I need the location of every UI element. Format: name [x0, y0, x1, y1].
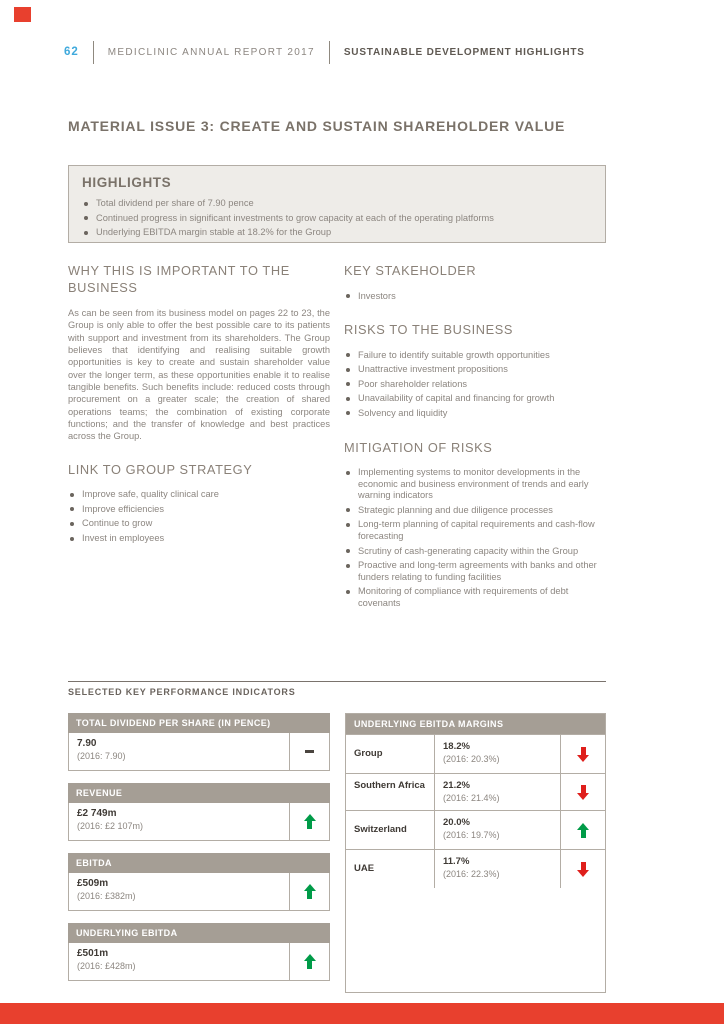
row-value: 11.7%: [443, 856, 470, 867]
kpi-value: £501m: [77, 948, 109, 959]
list-item: Unattractive investment propositions: [344, 364, 606, 376]
list-item: Continue to grow: [68, 518, 330, 530]
trend-icon: [577, 785, 589, 800]
list-item: Scrutiny of cash-generating capacity within the Group: [344, 546, 606, 558]
row-prior-value: (2016: 21.4%): [443, 793, 500, 803]
kpi-value-cell: [69, 803, 289, 840]
kpi-value-cell: [69, 943, 289, 980]
trend-icon: [305, 750, 314, 753]
list-item: Strategic planning and due diligence processes: [344, 505, 606, 517]
page-title: MATERIAL ISSUE 3: CREATE AND SUSTAIN SHAREHOLDER VALUE: [68, 118, 566, 134]
row-trend-cell: [560, 850, 605, 888]
list-item: Improve safe, quality clinical care: [68, 489, 330, 501]
kpi-box-header: TOTAL DIVIDEND PER SHARE (IN PENCE): [68, 713, 330, 733]
row-value-cell: [434, 735, 560, 773]
kpi-box-body: [68, 943, 330, 981]
why-important-body: As can be seen from its business model on pages 22 to 23, the Group is only able to offer the best possible care to its patients with support and investment from its shareholders. The Group believes that identifying and realising suitable growth opportunities is key to create and sustain shareholder value over the longer term, as these opportunities enable it to realise tangible benefits. Such benefits include: reduced costs through procurement on a greater scale; the creation of shared operations teams; the combination of existing corporate functions; and the transfer of knowledge and best practices across the Group.: [68, 308, 330, 442]
key-stakeholder-heading: KEY STAKEHOLDER: [344, 263, 477, 278]
kpi-box-column: [68, 713, 330, 993]
row-value: 21.2%: [443, 780, 470, 791]
list-item: Improve efficiencies: [68, 504, 330, 516]
row-label: UAE: [354, 863, 375, 874]
table-row: [346, 810, 605, 849]
kpi-trend-cell: [289, 733, 329, 770]
kpi-prior-value: (2016: £2 107m): [77, 821, 144, 831]
kpi-box-ebitda: [68, 853, 330, 911]
kpi-value-cell: [69, 733, 289, 770]
page-number: 62: [64, 46, 79, 58]
trend-icon: [304, 954, 316, 969]
list-item: Unavailability of capital and financing for growth: [344, 393, 606, 405]
kpi-value: £2 749m: [77, 808, 117, 819]
right-column: [344, 263, 606, 613]
key-stakeholder-list: [344, 291, 606, 303]
kpi-trend-cell: [289, 803, 329, 840]
trend-icon: [577, 747, 589, 762]
kpi-prior-value: (2016: £428m): [77, 961, 136, 971]
list-item: Proactive and long-term agreements with banks and other funders relating to funding facilities: [344, 560, 606, 583]
link-strategy-heading: LINK TO GROUP STRATEGY: [68, 461, 253, 477]
trend-icon: [577, 862, 589, 877]
row-prior-value: (2016: 19.7%): [443, 830, 500, 840]
list-item: Failure to identify suitable growth opportunities: [344, 350, 606, 362]
kpi-box-body: [68, 873, 330, 911]
trend-icon: [577, 823, 589, 838]
kpi-value: £509m: [77, 878, 109, 889]
trend-icon: [304, 884, 316, 899]
margins-table-header: UNDERLYING EBITDA MARGINS: [346, 714, 605, 734]
kpi-box-body: [68, 733, 330, 771]
table-row: [346, 849, 605, 888]
ebitda-margins-table: [345, 713, 606, 993]
kpi-prior-value: (2016: 7.90): [77, 751, 126, 761]
row-label: Switzerland: [354, 824, 407, 835]
kpi-value-cell: [69, 873, 289, 910]
list-item: Implementing systems to monitor developments in the economic and business environment of trends and early warning indicators: [344, 467, 606, 502]
two-column-body: [68, 263, 606, 613]
highlights-list: [82, 198, 592, 239]
row-value: 20.0%: [443, 817, 470, 828]
link-strategy-list: [68, 489, 330, 544]
row-trend-cell: [560, 774, 605, 810]
list-item: Underlying EBITDA margin stable at 18.2% for the Group: [82, 227, 592, 239]
highlights-heading: HIGHLIGHTS: [82, 175, 172, 190]
row-label: Group: [354, 748, 383, 759]
list-item: Continued progress in significant investments to grow capacity at each of the operating platforms: [82, 213, 592, 225]
trend-icon: [304, 814, 316, 829]
header-divider: [93, 41, 94, 64]
kpi-box-header: UNDERLYING EBITDA: [68, 923, 330, 943]
list-item: Long-term planning of capital requirements and cash-flow forecasting: [344, 519, 606, 542]
row-label: Southern Africa: [354, 780, 425, 791]
kpi-box-body: [68, 803, 330, 841]
header-divider: [329, 41, 330, 64]
kpi-trend-cell: [289, 943, 329, 980]
left-column: [68, 263, 330, 613]
brand-bottom-bar: [0, 1003, 724, 1024]
row-trend-cell: [560, 811, 605, 849]
mitigation-list: [344, 467, 606, 610]
why-important-heading: WHY THIS IS IMPORTANT TO THE BUSINESS: [68, 263, 290, 295]
row-prior-value: (2016: 22.3%): [443, 869, 500, 879]
list-item: Solvency and liquidity: [344, 408, 606, 420]
kpi-trend-cell: [289, 873, 329, 910]
table-row: [346, 773, 605, 810]
row-prior-value: (2016: 20.3%): [443, 754, 500, 764]
risks-list: [344, 350, 606, 420]
row-trend-cell: [560, 735, 605, 773]
kpi-section-rule: [68, 681, 606, 697]
page-header: [64, 40, 585, 64]
kpi-box-revenue: [68, 783, 330, 841]
kpi-grid: [68, 713, 606, 993]
brand-corner-mark: [14, 7, 31, 22]
kpi-value: 7.90: [77, 738, 97, 749]
kpi-box-underlying-ebitda: [68, 923, 330, 981]
kpi-box-header: EBITDA: [68, 853, 330, 873]
kpi-section-label: SELECTED KEY PERFORMANCE INDICATORS: [68, 687, 296, 697]
list-item: Investors: [344, 291, 606, 303]
row-value-cell: [434, 850, 560, 888]
list-item: Invest in employees: [68, 533, 330, 545]
list-item: Poor shareholder relations: [344, 379, 606, 391]
kpi-box-total-dividend: [68, 713, 330, 771]
list-item: Total dividend per share of 7.90 pence: [82, 198, 592, 210]
highlights-box: [68, 165, 606, 243]
section-title: SUSTAINABLE DEVELOPMENT HIGHLIGHTS: [343, 46, 585, 58]
mitigation-heading: MITIGATION OF RISKS: [344, 439, 493, 455]
report-title: MEDICLINIC ANNUAL REPORT 2017: [107, 46, 315, 58]
row-value-cell: [434, 774, 560, 810]
kpi-prior-value: (2016: £382m): [77, 891, 136, 901]
kpi-box-header: REVENUE: [68, 783, 330, 803]
table-row: [346, 734, 605, 773]
risks-heading: RISKS TO THE BUSINESS: [344, 322, 514, 338]
row-value-cell: [434, 811, 560, 849]
row-value: 18.2%: [443, 741, 470, 752]
list-item: Monitoring of compliance with requirements of debt covenants: [344, 586, 606, 609]
